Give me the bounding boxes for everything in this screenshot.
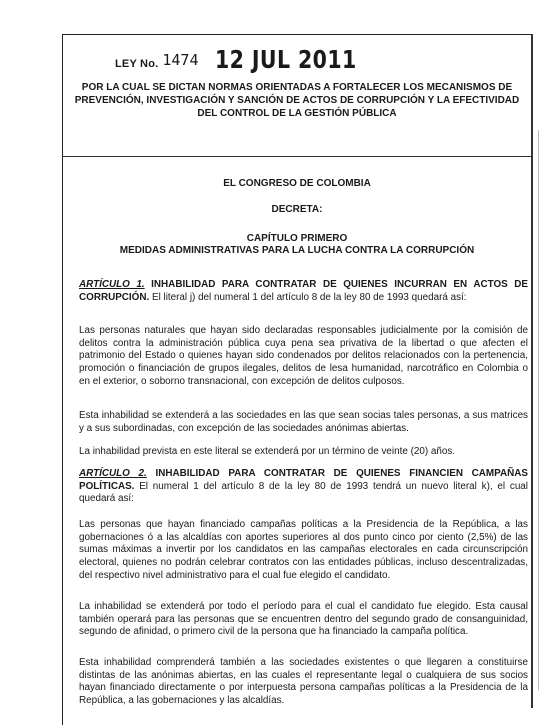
article-2-paragraph-1: Las personas que hayan financiado campañas políticas a la Presidencia de la República, a las gobernaciones ó a las alcaldías con aportes superiores al dos punto cinco por ciento (2,5%) de las sumas máximas a invertir por los candidatos en las campañas electorales en cada circunscripción electoral, quienes no podrán celebrar contratos con las entidades públicas, incluso descentralizadas, del respectivo nivel administrativo para el cual fue elegido el candidato. <box>79 519 528 581</box>
chapter-name: MEDIDAS ADMINISTRATIVAS PARA LA LUCHA CONTRA LA CORRUPCIÓN <box>119 245 475 256</box>
page-right-edge <box>531 34 533 708</box>
chapter-number: CAPÍTULO PRIMERO <box>246 233 348 244</box>
article-2-heading <box>79 468 528 506</box>
law-date-stamp: 12 JUL 2011 <box>214 45 357 74</box>
article-1-title: INHABILIDAD PARA CONTRATAR DE QUIENES INCURRAN EN ACTOS DE CORRUPCIÓN. <box>79 279 528 303</box>
article-2-intro: El numeral 1 del artículo 8 de la ley 80 de 1993 tendrá un nuevo literal k), el cual quedará así: <box>79 480 528 505</box>
congress-heading: EL CONGRESO DE COLOMBIA <box>223 178 371 189</box>
scan-shadow-line <box>538 130 539 690</box>
header-divider <box>62 156 532 157</box>
article-1-number: ARTÍCULO 1. <box>79 279 145 290</box>
article-2-paragraph-3: Esta inhabilidad comprenderá también a las sociedades existentes o que llegaren a constituirse distintas de las anónimas abiertas, en las cuales el representante legal o cualquiera de sus socios hayan financiado directamente o por interpuesta persona campañas políticas a la Presidencia de la República, a las gobernaciones y las alcaldías. <box>79 657 528 707</box>
article-1-paragraph-1: Las personas naturales que hayan sido declaradas responsables judicialmente por la comisión de delitos contra la administración pública cuya pena sea privativa de la libertad o que afecten el patrimonio del Estado o quienes hayan sido condenados por delitos relacionados con la pertenencia, promoción o financiación de grupos ilegales, delitos de lesa humanidad, narcotráfico en Colombia o en el exterior, o soborno transnacional, con excepción de delitos culposos. <box>79 325 528 387</box>
article-2-title: INHABILIDAD PARA CONTRATAR DE QUIENES FINANCIEN CAMPAÑAS POLÍTICAS. <box>79 468 528 492</box>
law-number-block <box>115 38 387 74</box>
law-title: POR LA CUAL SE DICTAN NORMAS ORIENTADAS A FORTALECER LOS MECANISMOS DE PREVENCIÓN, INVESTIGACIÓN Y SANCIÓN DE ACTOS DE CORRUPCIÓN Y LA EFECTIVIDAD DEL CONTROL DE LA GESTIÓN PÚBLICA <box>74 82 520 120</box>
law-prefix: LEY No. <box>115 58 159 70</box>
article-1-intro: El literal j) del numeral 1 del artículo 8 de la ley 80 de 1993 quedará así: <box>149 291 467 303</box>
article-1-paragraph-2: Esta inhabilidad se extenderá a las sociedades en las que sean socias tales personas, a sus matrices y a sus subordinadas, con excepción de las sociedades anónimas abiertas. <box>79 410 528 434</box>
article-2-number: ARTÍCULO 2. <box>79 468 147 479</box>
article-1-heading <box>79 279 528 304</box>
article-1-paragraph-3: La inhabilidad prevista en este literal se extenderá por un término de veinte (20) años. <box>79 446 456 457</box>
law-number: 1474 <box>162 51 199 69</box>
article-2-paragraph-2: La inhabilidad se extenderá por todo el período para el cual el candidato fue elegido. Esta causal también operará para las personas que se encuentren dentro del segundo grado de consanguinidad, segundo de afinidad, o primero civil de la persona que ha financiado la campaña política. <box>79 601 528 638</box>
decrees-heading: DECRETA: <box>271 204 323 215</box>
